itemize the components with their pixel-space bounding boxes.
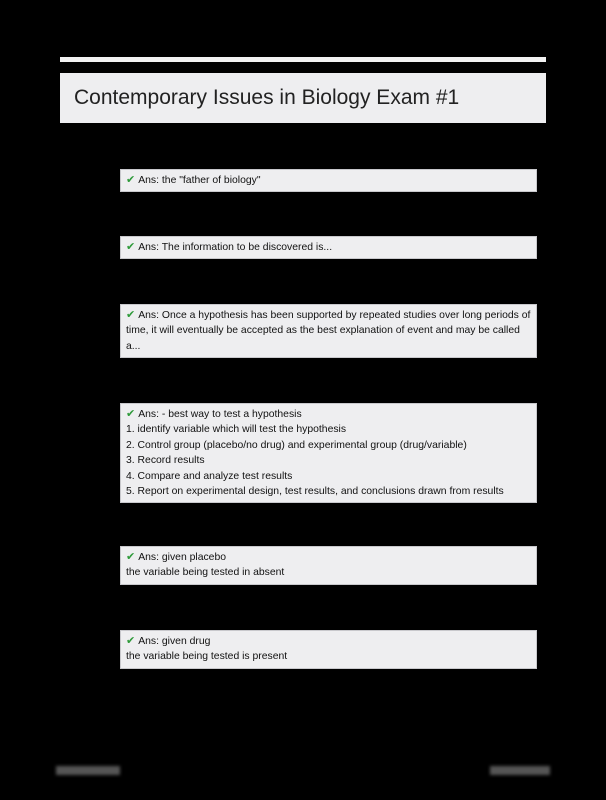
answer-line: the variable being tested is present bbox=[126, 651, 288, 663]
answer-line: Ans: Once a hypothesis has been supported by repeated studies over long periods of time, it will eventually be accepted as the best explanation of event and may be called a... bbox=[126, 310, 531, 352]
answer-line: Ans: given drug bbox=[138, 636, 211, 647]
check-icon: ✔ bbox=[126, 241, 136, 253]
answer-box-6 bbox=[120, 630, 537, 669]
check-icon: ✔ bbox=[126, 408, 136, 420]
answer-box-3 bbox=[120, 304, 537, 358]
check-icon: ✔ bbox=[126, 174, 136, 186]
answer-box-4 bbox=[120, 403, 537, 503]
check-icon: ✔ bbox=[126, 309, 136, 321]
answer-line: 4. Compare and analyze test results bbox=[126, 470, 293, 482]
top-rule bbox=[60, 57, 546, 62]
footer-right-redacted bbox=[490, 766, 550, 775]
check-icon: ✔ bbox=[126, 551, 136, 563]
answer-box-2 bbox=[120, 236, 537, 259]
answer-line: Ans: given placebo bbox=[138, 552, 227, 563]
page-title-bar bbox=[60, 73, 546, 123]
answer-line: 1. identify variable which will test the hypothesis bbox=[126, 424, 347, 436]
answer-box-1 bbox=[120, 169, 537, 192]
footer-left-redacted bbox=[56, 766, 120, 775]
answer-line: the variable being tested in absent bbox=[126, 567, 285, 579]
answer-line: Ans: The information to be discovered is... bbox=[138, 242, 333, 253]
answer-line: 2. Control group (placebo/no drug) and experimental group (drug/variable) bbox=[126, 439, 467, 451]
answer-box-5 bbox=[120, 546, 537, 585]
answer-line: Ans: - best way to test a hypothesis bbox=[138, 409, 302, 420]
answer-line: 3. Record results bbox=[126, 455, 205, 467]
answer-line: 5. Report on experimental design, test results, and conclusions drawn from results bbox=[126, 486, 504, 498]
answer-line: Ans: the "father of biology" bbox=[138, 175, 261, 186]
page-title: Contemporary Issues in Biology Exam #1 bbox=[74, 86, 460, 109]
check-icon: ✔ bbox=[126, 635, 136, 647]
